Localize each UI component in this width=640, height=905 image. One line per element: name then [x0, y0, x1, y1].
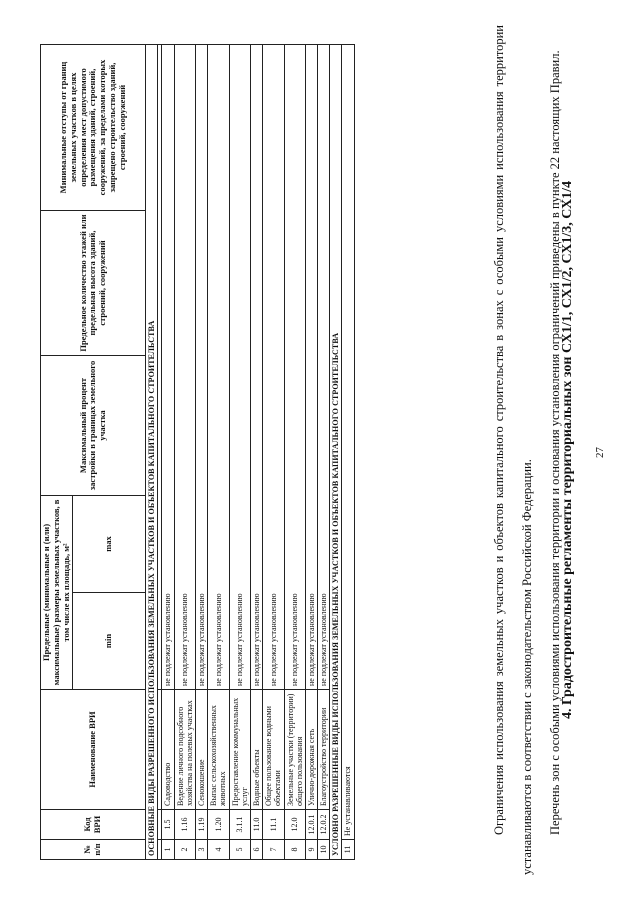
row-name: Ведение личного подсобного хозяйства на полевых участках	[174, 690, 195, 810]
row-code: 11.0	[250, 810, 262, 840]
paragraph: Перечень зон с особыми условиями использования территории и основания установления ограничений приведены в пункте 22 настоящих Правил.	[548, 50, 562, 835]
row-value: не подлежат установлению	[229, 45, 250, 690]
body-text	[485, 25, 569, 875]
table-row	[305, 45, 317, 860]
header-code: Код ВРИ	[41, 810, 146, 840]
section-row-conditional	[330, 45, 342, 860]
row-name: Выпас сельскохозяйственных животных	[208, 690, 229, 810]
row-name: Благоустройство территории	[318, 690, 330, 810]
paragraph: Ограничения использования земельных участков и объектов капитального строительства в зонах с особыми условиями использования территории устанавливаются в соответствии с законодательством Российской Федерации.	[492, 25, 534, 875]
regulations-table	[40, 44, 355, 860]
table-row	[208, 45, 229, 860]
row-value: не подлежат установлению	[318, 45, 330, 690]
row-num: 8	[284, 840, 305, 860]
row-value: не подлежат установлению	[305, 45, 317, 690]
row-value: не подлежат установлению	[284, 45, 305, 690]
table-row	[284, 45, 305, 860]
row-value: не подлежат установлению	[174, 45, 195, 690]
row-name: Предоставление коммунальных услуг	[229, 690, 250, 810]
row-code: 1.16	[174, 810, 195, 840]
header-area: Предельные (минимальные и (или) максимальные) размеры земельных участков, в том числе их площадь, м²	[41, 496, 73, 690]
row-num: 10	[318, 840, 330, 860]
table-row	[196, 45, 208, 860]
page-number: 27	[594, 447, 606, 458]
row-code: 12.0.1	[305, 810, 317, 840]
row-name: Общее пользование водными объектами	[263, 690, 284, 810]
row-num: 1	[162, 840, 174, 860]
row-code: 1.20	[208, 810, 229, 840]
section-main-title: ОСНОВНЫЕ ВИДЫ РАЗРЕШЕННОГО ИСПОЛЬЗОВАНИЯ ЗЕМЕЛЬНЫХ УЧАСТКОВ И ОБЪЕКТОВ КАПИТАЛЬНОГО СТРОИТЕЛЬСТВА	[146, 45, 158, 860]
section-conditional-title: УСЛОВНО РАЗРЕШЕННЫЕ ВИДЫ ИСПОЛЬЗОВАНИЯ ЗЕМЕЛЬНЫХ УЧАСТКОВ И ОБЪЕКТОВ КАПИТАЛЬНОГО СТРОИТЕЛЬСТВА	[330, 45, 342, 860]
header-max: max	[73, 496, 146, 593]
header-coverage: Максимальный процент застройки в границах земельного участка	[41, 356, 146, 496]
row-code: 12.0.2	[318, 810, 330, 840]
table-row	[250, 45, 262, 860]
row-value: не подлежат установлению	[208, 45, 229, 690]
table-row	[162, 45, 174, 860]
header-floors: Предельное количество этажей или предельная высота зданий, строений, сооружений	[41, 211, 146, 356]
table-row	[342, 45, 354, 860]
row-code: 1.19	[196, 810, 208, 840]
row-num: 7	[263, 840, 284, 860]
header-setback: Минимальные отступы от границ земельных участков в целях определения мест допустимого размещения зданий, строений, сооружений, за пределами которых запрещено строительство зданий, строений, сооружений	[41, 45, 146, 211]
row-name: Водные объекты	[250, 690, 262, 810]
row-num: 4	[208, 840, 229, 860]
page-heading: 4. Градостроительные регламенты территориальных зон СХ1/1, СХ1/2, СХ1/3, СХ1/4	[560, 181, 575, 719]
row-code: 12.0	[284, 810, 305, 840]
table-row	[174, 45, 195, 860]
row-name: Земельные участки (территории) общего пользования	[284, 690, 305, 810]
row-value: не подлежат установлению	[250, 45, 262, 690]
table-row	[318, 45, 330, 860]
section-row-main	[146, 45, 158, 860]
header-name: Наименование ВРИ	[41, 690, 146, 810]
row-name: Сенокошение	[196, 690, 208, 810]
row-value: Не устанавливаются	[342, 45, 354, 840]
row-num: 11	[342, 840, 354, 860]
row-value: не подлежат установлению	[162, 45, 174, 690]
row-num: 2	[174, 840, 195, 860]
row-value: не подлежат установлению	[196, 45, 208, 690]
row-name: Садоводство	[162, 690, 174, 810]
table-row	[263, 45, 284, 860]
header-min: min	[73, 593, 146, 690]
row-num: 6	[250, 840, 262, 860]
row-code: 11.1	[263, 810, 284, 840]
row-code: 1.5	[162, 810, 174, 840]
table-row	[229, 45, 250, 860]
row-num: 5	[229, 840, 250, 860]
row-name: Улично-дорожная сеть	[305, 690, 317, 810]
header-num: № п/п	[41, 840, 146, 860]
row-num: 9	[305, 840, 317, 860]
row-value: не подлежат установлению	[263, 45, 284, 690]
row-code: 3.1.1	[229, 810, 250, 840]
row-num: 3	[196, 840, 208, 860]
